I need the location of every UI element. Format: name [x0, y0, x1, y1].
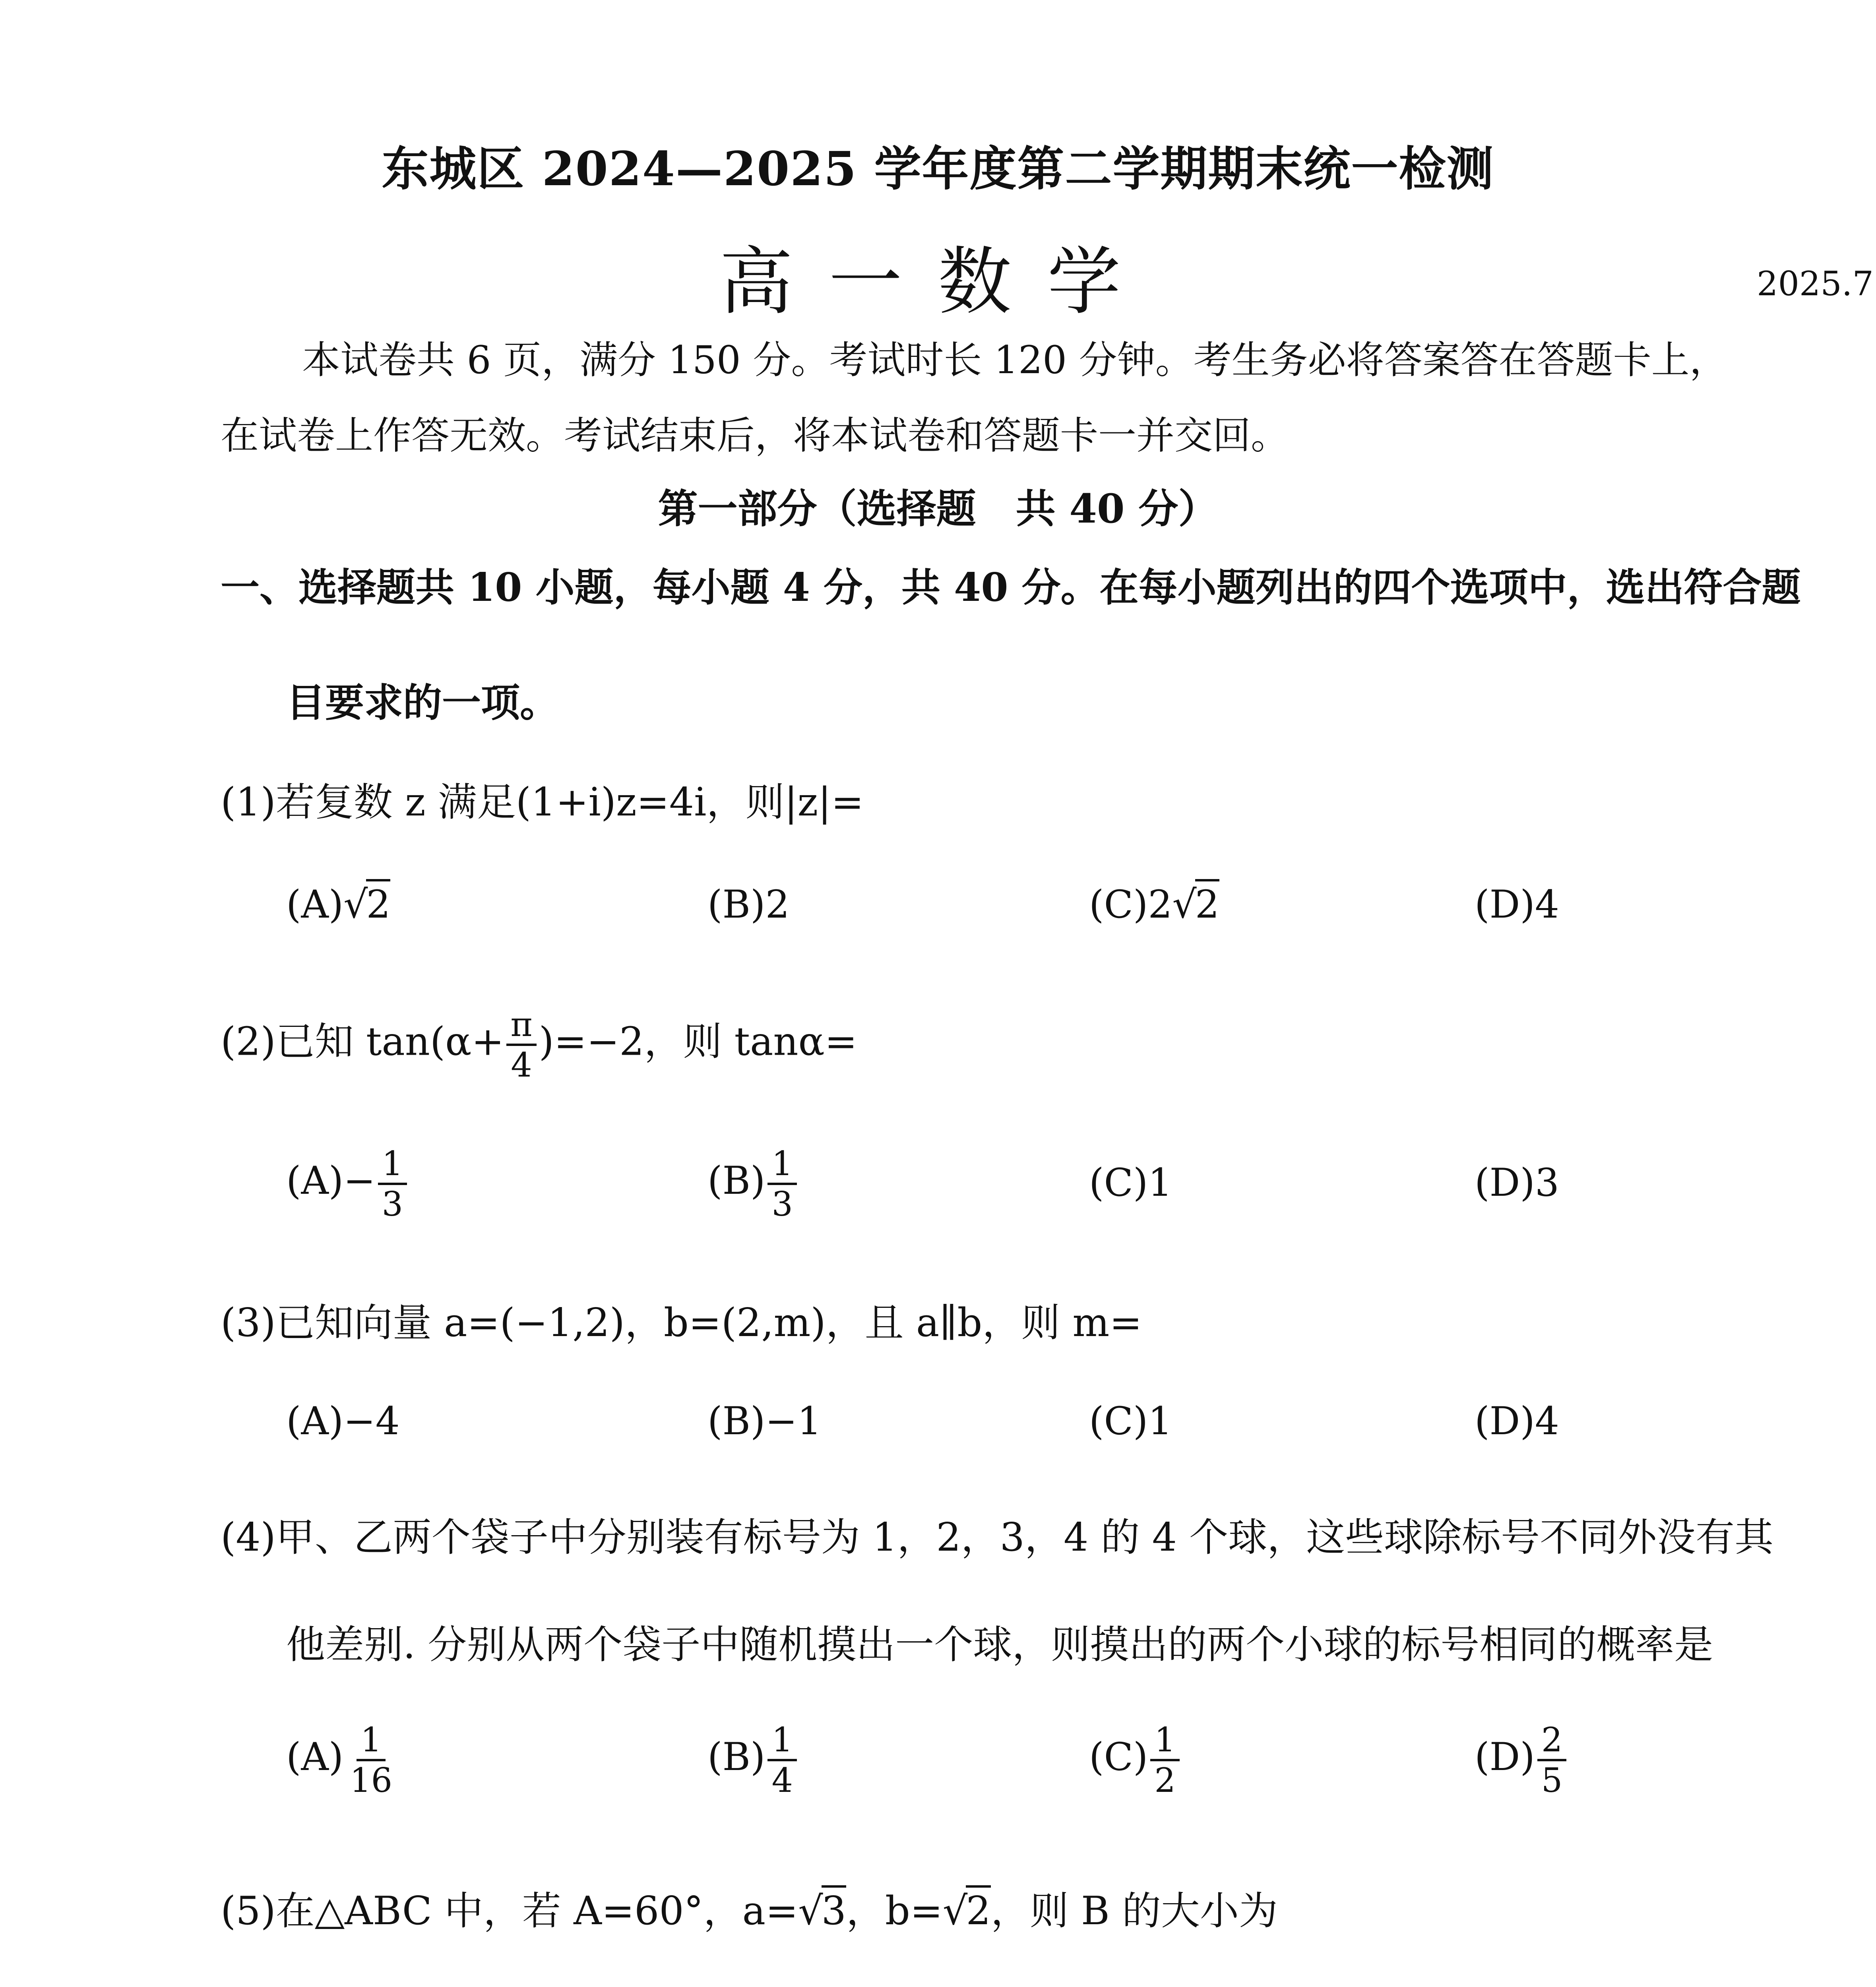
- question-2-option-c: (C)1: [1089, 1160, 1172, 1205]
- question-3-option-c: (C)1: [1089, 1399, 1172, 1443]
- section-heading-line-2: 目要求的一项。: [286, 680, 559, 726]
- question-1-option-d: (D)4: [1475, 882, 1559, 927]
- question-2-option-a: (A)− $\frac{1}{3}$: [286, 1145, 409, 1223]
- question-4-option-b: (B) $\frac{1}{4}$: [707, 1721, 799, 1799]
- question-4-stem-line-2: 他差别. 分别从两个袋子中随机摸出一个球，则摸出的两个小球的标号相同的概率是: [286, 1622, 1713, 1667]
- question-3-option-b: (B)−1: [707, 1399, 822, 1443]
- subject-title: 高一数学: [719, 239, 1157, 325]
- question-3-stem: (3)已知向量 a=(−1,2)，b=(2,m)，且 a∥b，则 m=: [221, 1300, 1142, 1346]
- question-4-option-a: (A) $\frac{1}{16}$: [286, 1720, 393, 1800]
- question-4-stem-line-1: (4)甲、乙两个袋子中分别装有标号为 1，2，3，4 的 4 个球，这些球除标号不同外没有其: [221, 1515, 1774, 1560]
- section-heading-line-1: 一、选择题共 10 小题，每小题 4 分，共 40 分。在每小题列出的四个选项中，选出符合题: [221, 565, 1801, 610]
- exam-title: 东城区 2024—2025 学年度第二学期期末统一检测: [382, 141, 1494, 196]
- question-1-option-b: (B)2: [707, 882, 790, 927]
- part-one-title: 第一部分（选择题 共 40 分）: [658, 485, 1218, 532]
- question-4-option-d: (D) $\frac{2}{5}$: [1475, 1721, 1569, 1799]
- question-1-stem: (1)若复数 z 满足(1+i)z=4i，则|z|=: [221, 780, 864, 825]
- question-2-stem: (2)已知 tan(α+ $\frac{\pi}{4}$ )=−2，则 tanα=: [221, 1005, 857, 1085]
- intro-line-1: 本试卷共 6 页，满分 150 分。考试时长 120 分钟。考生务必将答案答在答题卡上，: [302, 338, 1728, 382]
- exam-date: 2025.7: [1757, 264, 1874, 303]
- question-3-option-d: (D)4: [1475, 1399, 1559, 1443]
- question-2-option-b: (B) $\frac{1}{3}$: [707, 1145, 799, 1223]
- question-4-option-c: (C) $\frac{1}{2}$: [1089, 1721, 1182, 1799]
- question-2-option-d: (D)3: [1475, 1160, 1559, 1205]
- question-5-stem: (5)在△ABC 中，若 A=60°，a=√3，b=√2，则 B 的大小为: [221, 1880, 1278, 1936]
- question-1-option-a: (A)√2: [286, 882, 390, 927]
- question-1-option-c: (C)2√2: [1089, 882, 1219, 927]
- intro-line-2: 在试卷上作答无效。考试结束后，将本试卷和答题卡一并交回。: [221, 413, 1289, 458]
- question-3-option-a: (A)−4: [286, 1399, 400, 1443]
